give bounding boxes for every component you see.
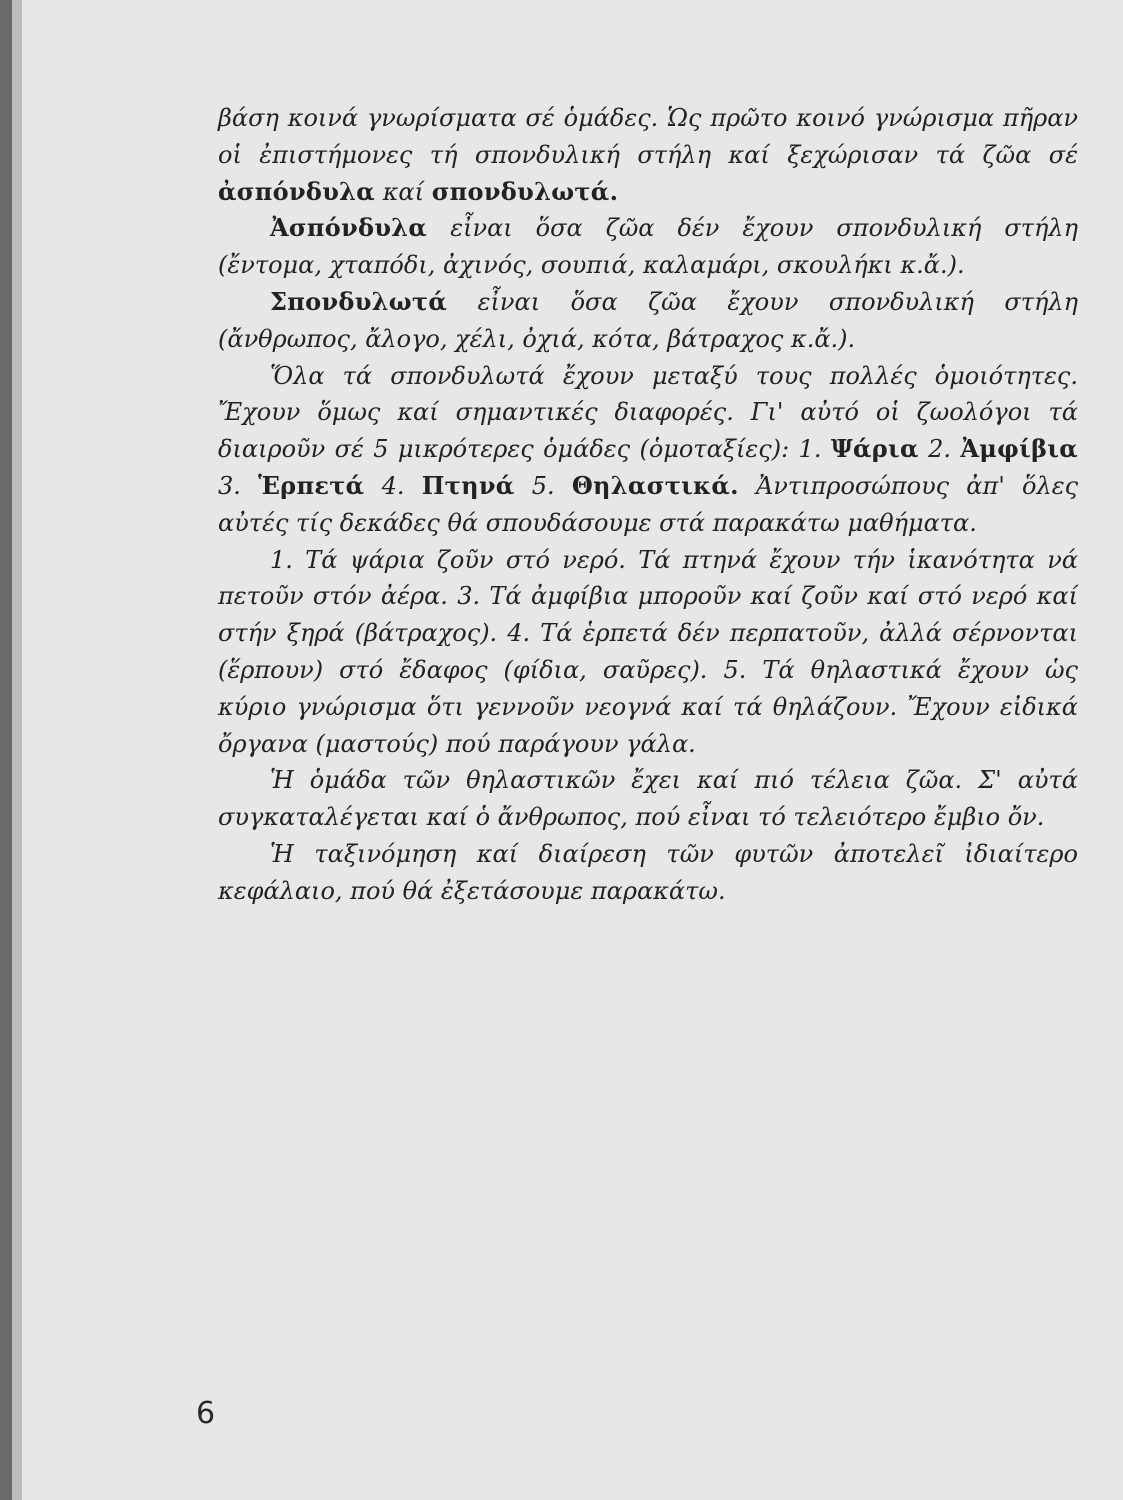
text-run: Ὅλα τά σπονδυλωτά ἔχουν μεταξύ τους πολλές ὁμοιότητες. Ἔχουν ὅμως καί σημαντικές διαφορές. Γι' αὐτό οἱ ζωολόγοι τά διαιροῦν σέ 5 μικρότερες ὁμάδες (ὁμοταξίες): 1. (218, 361, 1078, 464)
bold-term: Ἑρπετά (258, 470, 365, 500)
paragraph (218, 836, 1078, 910)
binding-shadow (12, 0, 22, 1500)
paragraph (218, 210, 1078, 284)
text-run: 3. (218, 471, 259, 500)
bold-term: Θηλαστικά. (571, 470, 739, 500)
body-text (218, 100, 1078, 910)
bold-term: Ἀμφίβια (960, 434, 1079, 464)
text-run: εἶναι ὅσα ζῶα ἔχουν σπονδυλική στήλη (ἄνθρωπος, ἄλογο, χέλι, ὀχιά, κότα, βάτραχος κ.ἄ.). (218, 287, 1078, 353)
text-run: Ἡ ταξινόμηση καί διαίρεση τῶν φυτῶν ἀποτελεῖ ἰδιαίτερο κεφάλαιο, πού θά ἐξετάσουμε παρακάτω. (218, 839, 1078, 905)
page-number: 6 (196, 1396, 216, 1431)
paragraph (218, 762, 1078, 836)
bold-term: ἀσπόνδυλα (218, 176, 376, 206)
text-run: 4. (364, 471, 422, 500)
text-run: 5. (514, 471, 572, 500)
text-run: Ἡ ὁμάδα τῶν θηλαστικῶν ἔχει καί πιό τέλεια ζῶα. Σ' αὐτά συγκαταλέγεται καί ὁ ἄνθρωπος, πού εἶναι τό τελειότερο ἔμβιο ὄν. (218, 766, 1078, 832)
text-run: 1. Τά ψάρια ζοῦν στό νερό. Τά πτηνά ἔχουν τήν ἱκανότητα νά πετοῦν στόν ἀέρα. 3. Τά ἀμφίβια μποροῦν καί ζοῦν καί στό νερό καί στήν ξηρά (βάτραχος). 4. Τά ἑρπετά δέν περπατοῦν, ἀλλά σέρνονται (ἕρπουν) στό ἔδαφος (φίδια, σαῦρες). 5. Τά θηλαστικά ἔχουν ὡς κύριο γνώρισμα ὅτι γεννοῦν νεογνά καί τά θηλάζουν. Ἔχουν εἰδικά ὄργανα (μαστούς) πού παράγουν γάλα. (218, 545, 1078, 758)
text-run: 2. (918, 435, 961, 464)
paragraph (218, 284, 1078, 358)
text-run: βάση κοινά γνωρίσματα σέ ὁμάδες. Ὡς πρῶτο κοινό γνώρισμα πῆραν οἱ ἐπιστήμονες τή σπονδυλική στήλη καί ξεχώρισαν τά ζῶα σέ (218, 104, 1078, 169)
binding-edge (0, 0, 12, 1500)
text-run: Ἀντιπροσώπους ἀπ' ὅλες αὐτές τίς δεκάδες θά σπουδάσουμε στά παρακάτω μαθήματα. (218, 471, 1079, 537)
bold-term: Πτηνά (421, 470, 515, 500)
bold-term: Ἀσπόνδυλα (270, 213, 428, 243)
bold-term: σπονδυλωτά. (431, 176, 619, 206)
paragraph (218, 100, 1078, 210)
paragraph (218, 542, 1078, 763)
text-run: εἶναι ὅσα ζῶα δέν ἔχουν σπονδυλική στήλη (ἔντομα, χταπόδι, ἀχινός, σουπιά, καλαμάρι, σκουλήκι κ.ἄ.). (218, 214, 1078, 280)
paragraph (218, 358, 1078, 542)
text-run: καί (375, 177, 432, 206)
bold-term: Σπονδυλωτά (270, 286, 448, 316)
bold-term: Ψάρια (830, 434, 919, 464)
